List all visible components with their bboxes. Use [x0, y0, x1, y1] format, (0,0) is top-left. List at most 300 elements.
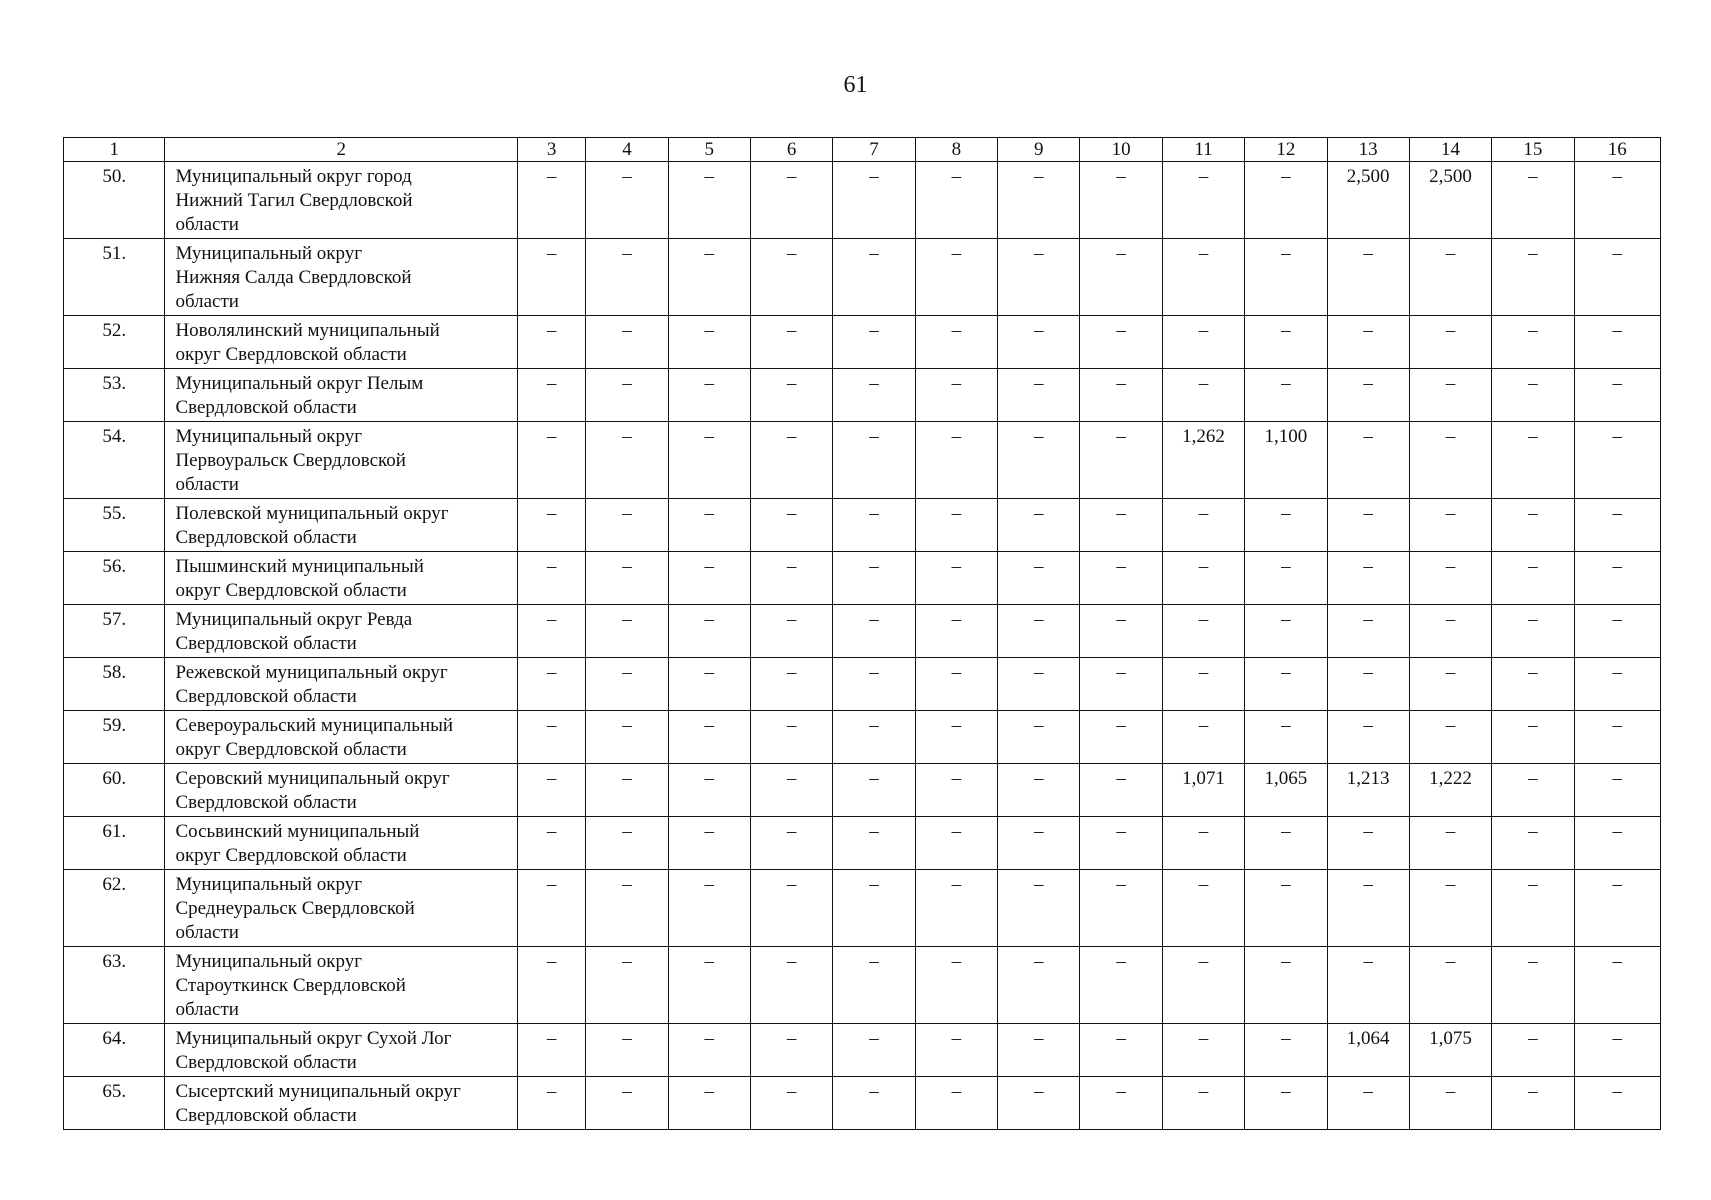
municipality-name-line: Муниципальный округ Ревда [175, 609, 413, 630]
value-cell-col-8: – [915, 817, 997, 870]
value-cell-col-11: – [1162, 316, 1244, 369]
value-cell-col-8: – [915, 711, 997, 764]
value-cell-col-8: – [915, 870, 997, 947]
value-cell-col-4: – [586, 239, 668, 316]
value-cell-col-3: – [517, 711, 585, 764]
column-header-1: 1 [64, 138, 165, 162]
value-cell-col-4: – [586, 1077, 668, 1130]
value-cell-col-12: – [1245, 870, 1327, 947]
value-cell-col-5: – [668, 316, 750, 369]
row-number: 62. [64, 870, 165, 947]
table-row [64, 658, 1661, 711]
value-cell-col-13: 2,500 [1327, 162, 1409, 239]
value-cell-col-10: – [1080, 764, 1162, 817]
value-cell-col-11: – [1162, 369, 1244, 422]
municipality-name-line: области [175, 922, 239, 943]
value-cell-col-12: – [1245, 499, 1327, 552]
column-header-9: 9 [998, 138, 1080, 162]
column-header-4: 4 [586, 138, 668, 162]
value-cell-col-6: – [750, 239, 832, 316]
value-cell-col-4: – [586, 499, 668, 552]
value-cell-col-3: – [517, 764, 585, 817]
municipality-name-line: Североуральский муниципальный [175, 715, 454, 736]
value-cell-col-3: – [517, 552, 585, 605]
value-cell-col-13: – [1327, 870, 1409, 947]
column-header-3: 3 [517, 138, 585, 162]
value-cell-col-13: 1,064 [1327, 1024, 1409, 1077]
value-cell-col-13: – [1327, 605, 1409, 658]
value-cell-col-7: – [833, 1024, 915, 1077]
value-cell-col-7: – [833, 817, 915, 870]
table-row [64, 764, 1661, 817]
value-cell-col-8: – [915, 499, 997, 552]
value-cell-col-6: – [750, 1077, 832, 1130]
value-cell-col-4: – [586, 552, 668, 605]
value-cell-col-8: – [915, 316, 997, 369]
value-cell-col-4: – [586, 870, 668, 947]
value-cell-col-16: – [1574, 162, 1660, 239]
row-number: 53. [64, 369, 165, 422]
table-row [64, 947, 1661, 1024]
value-cell-col-3: – [517, 605, 585, 658]
row-number: 60. [64, 764, 165, 817]
municipality-name-line: Серовский муниципальный округ [175, 768, 450, 789]
value-cell-col-15: – [1492, 499, 1574, 552]
value-cell-col-9: – [998, 711, 1080, 764]
row-number: 57. [64, 605, 165, 658]
column-header-8: 8 [915, 138, 997, 162]
value-cell-col-16: – [1574, 947, 1660, 1024]
value-cell-col-7: – [833, 369, 915, 422]
value-cell-col-11: – [1162, 870, 1244, 947]
value-cell-col-6: – [750, 711, 832, 764]
value-cell-col-13: – [1327, 239, 1409, 316]
value-cell-col-10: – [1080, 870, 1162, 947]
value-cell-col-9: – [998, 316, 1080, 369]
value-cell-col-10: – [1080, 499, 1162, 552]
value-cell-col-9: – [998, 947, 1080, 1024]
value-cell-col-9: – [998, 870, 1080, 947]
municipality-name-line: Муниципальный округ город [175, 166, 412, 187]
value-cell-col-12: 1,065 [1245, 764, 1327, 817]
value-cell-col-6: – [750, 764, 832, 817]
value-cell-col-15: – [1492, 422, 1574, 499]
table-row [64, 870, 1661, 947]
municipality-name-line: Нижняя Салда Свердловской [175, 267, 412, 288]
value-cell-col-11: 1,071 [1162, 764, 1244, 817]
row-number: 61. [64, 817, 165, 870]
value-cell-col-14: – [1409, 552, 1491, 605]
value-cell-col-6: – [750, 658, 832, 711]
municipality-name [165, 552, 518, 605]
data-table [63, 137, 1661, 1130]
row-number: 56. [64, 552, 165, 605]
value-cell-col-5: – [668, 239, 750, 316]
municipality-name-line: Свердловской области [175, 397, 357, 418]
value-cell-col-5: – [668, 764, 750, 817]
value-cell-col-14: – [1409, 369, 1491, 422]
value-cell-col-9: – [998, 499, 1080, 552]
value-cell-col-14: – [1409, 711, 1491, 764]
value-cell-col-15: – [1492, 870, 1574, 947]
value-cell-col-14: 1,075 [1409, 1024, 1491, 1077]
column-header-5: 5 [668, 138, 750, 162]
value-cell-col-12: – [1245, 817, 1327, 870]
table-row [64, 162, 1661, 239]
municipality-name-line: Муниципальный округ [175, 426, 363, 447]
value-cell-col-14: – [1409, 947, 1491, 1024]
value-cell-col-4: – [586, 369, 668, 422]
value-cell-col-11: 1,262 [1162, 422, 1244, 499]
value-cell-col-7: – [833, 499, 915, 552]
value-cell-col-10: – [1080, 947, 1162, 1024]
value-cell-col-11: – [1162, 552, 1244, 605]
value-cell-col-7: – [833, 658, 915, 711]
column-header-10: 10 [1080, 138, 1162, 162]
value-cell-col-12: – [1245, 605, 1327, 658]
value-cell-col-15: – [1492, 316, 1574, 369]
value-cell-col-15: – [1492, 658, 1574, 711]
row-number: 54. [64, 422, 165, 499]
value-cell-col-15: – [1492, 947, 1574, 1024]
municipality-name-line: Муниципальный округ [175, 874, 363, 895]
table-row [64, 499, 1661, 552]
municipality-name [165, 764, 518, 817]
value-cell-col-4: – [586, 711, 668, 764]
municipality-name-line: Первоуральск Свердловской [175, 450, 406, 471]
column-header-13: 13 [1327, 138, 1409, 162]
value-cell-col-3: – [517, 316, 585, 369]
page-number: 61 [843, 72, 868, 98]
value-cell-col-6: – [750, 499, 832, 552]
value-cell-col-3: – [517, 817, 585, 870]
value-cell-col-5: – [668, 422, 750, 499]
value-cell-col-4: – [586, 162, 668, 239]
value-cell-col-6: – [750, 316, 832, 369]
value-cell-col-10: – [1080, 552, 1162, 605]
value-cell-col-7: – [833, 605, 915, 658]
municipality-name-line: Полевской муниципальный округ [175, 503, 449, 524]
value-cell-col-13: – [1327, 947, 1409, 1024]
row-number: 50. [64, 162, 165, 239]
value-cell-col-15: – [1492, 239, 1574, 316]
value-cell-col-7: – [833, 316, 915, 369]
municipality-name [165, 947, 518, 1024]
value-cell-col-11: – [1162, 499, 1244, 552]
municipality-name-line: Муниципальный округ [175, 951, 363, 972]
column-header-15: 15 [1492, 138, 1574, 162]
value-cell-col-12: – [1245, 947, 1327, 1024]
municipality-name [165, 422, 518, 499]
value-cell-col-11: – [1162, 239, 1244, 316]
value-cell-col-12: – [1245, 1077, 1327, 1130]
table-row [64, 422, 1661, 499]
municipality-name-line: области [175, 291, 239, 312]
municipality-name-line: округ Свердловской области [175, 739, 407, 760]
value-cell-col-9: – [998, 605, 1080, 658]
value-cell-col-15: – [1492, 1024, 1574, 1077]
row-number: 51. [64, 239, 165, 316]
value-cell-col-16: – [1574, 316, 1660, 369]
value-cell-col-4: – [586, 764, 668, 817]
value-cell-col-12: – [1245, 162, 1327, 239]
value-cell-col-13: – [1327, 711, 1409, 764]
table-body [64, 138, 1661, 1130]
value-cell-col-9: – [998, 817, 1080, 870]
value-cell-col-3: – [517, 369, 585, 422]
value-cell-col-3: – [517, 499, 585, 552]
value-cell-col-14: – [1409, 422, 1491, 499]
municipality-name-line: области [175, 474, 239, 495]
value-cell-col-13: – [1327, 499, 1409, 552]
value-cell-col-6: – [750, 1024, 832, 1077]
municipality-name [165, 499, 518, 552]
municipality-name-line: Новолялинский муниципальный [175, 320, 440, 341]
value-cell-col-5: – [668, 1077, 750, 1130]
value-cell-col-10: – [1080, 239, 1162, 316]
column-header-7: 7 [833, 138, 915, 162]
municipality-name-line: Муниципальный округ [175, 243, 363, 264]
value-cell-col-11: – [1162, 817, 1244, 870]
value-cell-col-13: – [1327, 369, 1409, 422]
municipality-name [165, 605, 518, 658]
value-cell-col-14: – [1409, 870, 1491, 947]
value-cell-col-13: 1,213 [1327, 764, 1409, 817]
value-cell-col-12: – [1245, 552, 1327, 605]
value-cell-col-8: – [915, 422, 997, 499]
municipality-name [165, 817, 518, 870]
value-cell-col-15: – [1492, 764, 1574, 817]
value-cell-col-11: – [1162, 658, 1244, 711]
municipality-name [165, 1024, 518, 1077]
value-cell-col-3: – [517, 870, 585, 947]
value-cell-col-16: – [1574, 1077, 1660, 1130]
row-number: 65. [64, 1077, 165, 1130]
value-cell-col-3: – [517, 239, 585, 316]
value-cell-col-11: – [1162, 947, 1244, 1024]
municipality-name-line: округ Свердловской области [175, 845, 407, 866]
table-row [64, 1077, 1661, 1130]
value-cell-col-15: – [1492, 817, 1574, 870]
municipality-name-line: Свердловской области [175, 792, 357, 813]
value-cell-col-4: – [586, 1024, 668, 1077]
value-cell-col-7: – [833, 1077, 915, 1130]
value-cell-col-11: – [1162, 162, 1244, 239]
table-row [64, 239, 1661, 316]
row-number: 58. [64, 658, 165, 711]
value-cell-col-8: – [915, 369, 997, 422]
value-cell-col-5: – [668, 711, 750, 764]
value-cell-col-13: – [1327, 817, 1409, 870]
value-cell-col-12: – [1245, 369, 1327, 422]
value-cell-col-9: – [998, 162, 1080, 239]
value-cell-col-6: – [750, 422, 832, 499]
value-cell-col-12: – [1245, 316, 1327, 369]
value-cell-col-15: – [1492, 1077, 1574, 1130]
municipality-name-line: Пышминский муниципальный [175, 556, 424, 577]
value-cell-col-16: – [1574, 870, 1660, 947]
value-cell-col-5: – [668, 369, 750, 422]
table-row [64, 817, 1661, 870]
table-row [64, 552, 1661, 605]
value-cell-col-6: – [750, 947, 832, 1024]
value-cell-col-3: – [517, 658, 585, 711]
table-row [64, 316, 1661, 369]
value-cell-col-9: – [998, 239, 1080, 316]
value-cell-col-15: – [1492, 162, 1574, 239]
value-cell-col-7: – [833, 947, 915, 1024]
value-cell-col-14: – [1409, 817, 1491, 870]
value-cell-col-16: – [1574, 1024, 1660, 1077]
value-cell-col-13: – [1327, 658, 1409, 711]
value-cell-col-5: – [668, 1024, 750, 1077]
municipality-name [165, 711, 518, 764]
value-cell-col-3: – [517, 422, 585, 499]
value-cell-col-16: – [1574, 369, 1660, 422]
municipality-name-line: Свердловской области [175, 527, 357, 548]
value-cell-col-8: – [915, 947, 997, 1024]
value-cell-col-15: – [1492, 605, 1574, 658]
value-cell-col-7: – [833, 162, 915, 239]
municipality-name-line: Сосьвинский муниципальный [175, 821, 420, 842]
value-cell-col-10: – [1080, 1024, 1162, 1077]
row-number: 52. [64, 316, 165, 369]
municipality-name-line: области [175, 999, 239, 1020]
value-cell-col-14: – [1409, 499, 1491, 552]
value-cell-col-3: – [517, 1077, 585, 1130]
value-cell-col-10: – [1080, 422, 1162, 499]
row-number: 55. [64, 499, 165, 552]
value-cell-col-14: – [1409, 316, 1491, 369]
value-cell-col-12: – [1245, 658, 1327, 711]
municipality-name-line: Режевской муниципальный округ [175, 662, 448, 683]
municipality-name [165, 369, 518, 422]
value-cell-col-16: – [1574, 422, 1660, 499]
value-cell-col-10: – [1080, 1077, 1162, 1130]
value-cell-col-6: – [750, 870, 832, 947]
value-cell-col-6: – [750, 817, 832, 870]
municipality-name-line: Муниципальный округ Сухой Лог [175, 1028, 452, 1049]
municipality-name [165, 870, 518, 947]
value-cell-col-8: – [915, 764, 997, 817]
value-cell-col-14: – [1409, 605, 1491, 658]
table-row [64, 369, 1661, 422]
value-cell-col-10: – [1080, 162, 1162, 239]
municipality-name-line: Свердловской области [175, 633, 357, 654]
value-cell-col-9: – [998, 658, 1080, 711]
value-cell-col-8: – [915, 552, 997, 605]
value-cell-col-16: – [1574, 499, 1660, 552]
municipality-name-line: Свердловской области [175, 686, 357, 707]
value-cell-col-7: – [833, 711, 915, 764]
value-cell-col-11: – [1162, 1024, 1244, 1077]
value-cell-col-9: – [998, 1024, 1080, 1077]
value-cell-col-12: – [1245, 239, 1327, 316]
value-cell-col-11: – [1162, 1077, 1244, 1130]
value-cell-col-16: – [1574, 552, 1660, 605]
municipality-name-line: Свердловской области [175, 1105, 357, 1126]
value-cell-col-5: – [668, 499, 750, 552]
value-cell-col-6: – [750, 605, 832, 658]
municipality-name-line: Муниципальный округ Пелым [175, 373, 424, 394]
municipality-name-line: Среднеуральск Свердловской [175, 898, 415, 919]
value-cell-col-3: – [517, 1024, 585, 1077]
value-cell-col-6: – [750, 369, 832, 422]
municipality-name-line: Староуткинск Свердловской [175, 975, 406, 996]
value-cell-col-8: – [915, 239, 997, 316]
value-cell-col-16: – [1574, 764, 1660, 817]
value-cell-col-4: – [586, 817, 668, 870]
value-cell-col-11: – [1162, 605, 1244, 658]
value-cell-col-13: – [1327, 422, 1409, 499]
value-cell-col-14: 2,500 [1409, 162, 1491, 239]
value-cell-col-14: – [1409, 1077, 1491, 1130]
value-cell-col-9: – [998, 552, 1080, 605]
table-row [64, 605, 1661, 658]
value-cell-col-5: – [668, 947, 750, 1024]
value-cell-col-10: – [1080, 711, 1162, 764]
value-cell-col-12: – [1245, 1024, 1327, 1077]
value-cell-col-4: – [586, 316, 668, 369]
value-cell-col-15: – [1492, 711, 1574, 764]
value-cell-col-10: – [1080, 316, 1162, 369]
value-cell-col-10: – [1080, 369, 1162, 422]
value-cell-col-13: – [1327, 1077, 1409, 1130]
value-cell-col-12: – [1245, 711, 1327, 764]
value-cell-col-16: – [1574, 239, 1660, 316]
value-cell-col-9: – [998, 422, 1080, 499]
value-cell-col-8: – [915, 658, 997, 711]
value-cell-col-11: – [1162, 711, 1244, 764]
value-cell-col-4: – [586, 605, 668, 658]
table-row [64, 711, 1661, 764]
column-header-12: 12 [1245, 138, 1327, 162]
municipality-name-line: Свердловской области [175, 1052, 357, 1073]
value-cell-col-10: – [1080, 817, 1162, 870]
row-number: 64. [64, 1024, 165, 1077]
value-cell-col-5: – [668, 870, 750, 947]
value-cell-col-4: – [586, 422, 668, 499]
value-cell-col-6: – [750, 162, 832, 239]
municipality-name [165, 316, 518, 369]
value-cell-col-5: – [668, 817, 750, 870]
table-row [64, 1024, 1661, 1077]
value-cell-col-8: – [915, 162, 997, 239]
value-cell-col-16: – [1574, 658, 1660, 711]
value-cell-col-3: – [517, 947, 585, 1024]
value-cell-col-14: – [1409, 239, 1491, 316]
value-cell-col-14: 1,222 [1409, 764, 1491, 817]
municipality-name [165, 658, 518, 711]
column-header-14: 14 [1409, 138, 1491, 162]
municipality-name [165, 162, 518, 239]
row-number: 63. [64, 947, 165, 1024]
value-cell-col-5: – [668, 658, 750, 711]
value-cell-col-16: – [1574, 711, 1660, 764]
value-cell-col-16: – [1574, 817, 1660, 870]
column-header-16: 16 [1574, 138, 1660, 162]
value-cell-col-16: – [1574, 605, 1660, 658]
value-cell-col-8: – [915, 1024, 997, 1077]
municipality-name-line: Нижний Тагил Свердловской [175, 190, 413, 211]
value-cell-col-15: – [1492, 552, 1574, 605]
column-header-6: 6 [750, 138, 832, 162]
column-header-2: 2 [165, 138, 518, 162]
value-cell-col-5: – [668, 162, 750, 239]
value-cell-col-12: 1,100 [1245, 422, 1327, 499]
value-cell-col-3: – [517, 162, 585, 239]
value-cell-col-4: – [586, 658, 668, 711]
